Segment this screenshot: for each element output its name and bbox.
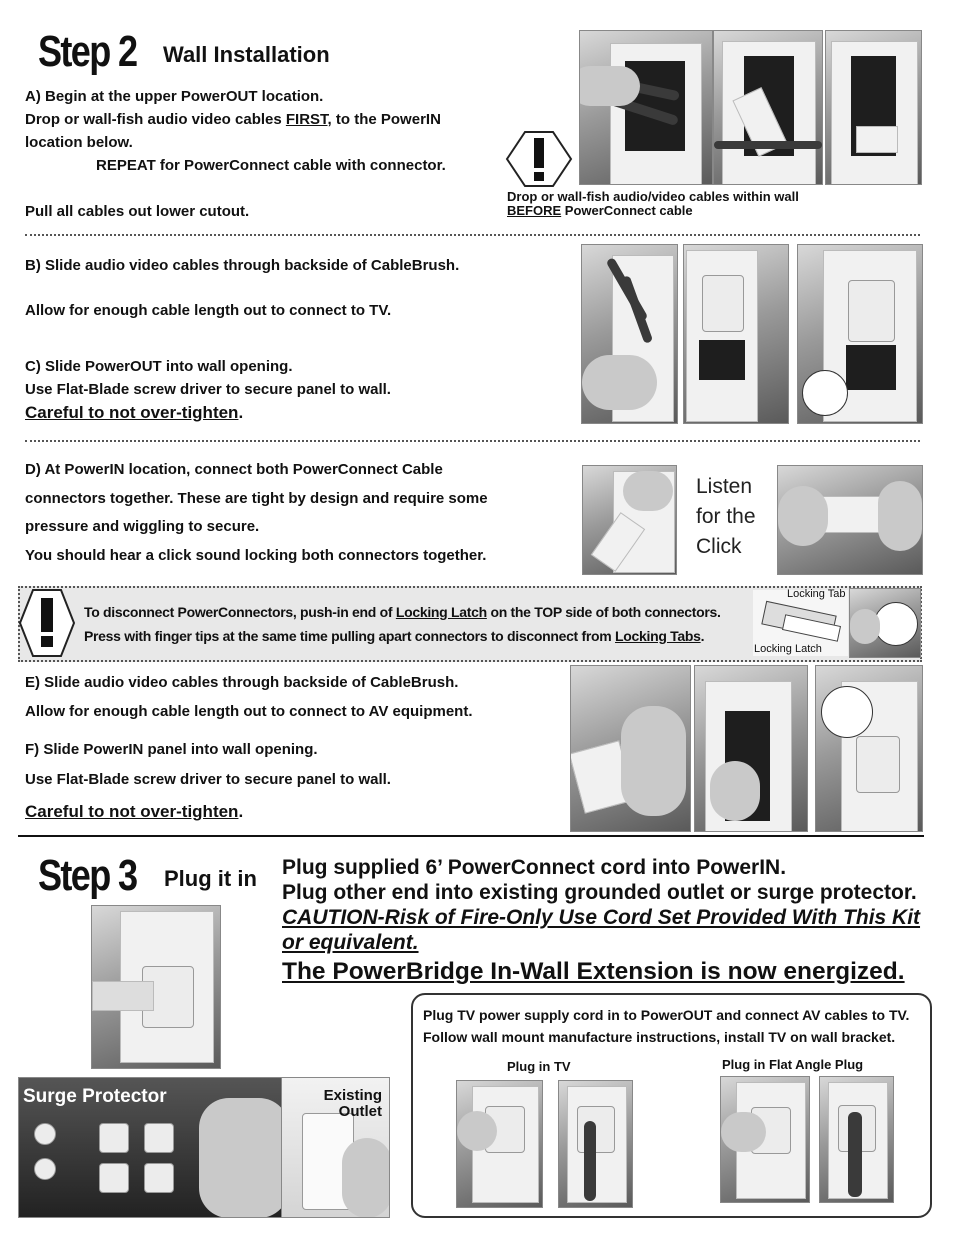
photo-cables-out [825,30,922,185]
listen-for-click-label: Listen for the Click [696,475,756,558]
photo-powerin-connector [570,665,691,832]
photo-plug-tv-2 [558,1080,633,1208]
flat-angle-plug-label: Plug in Flat Angle Plug [722,1057,864,1072]
photo-connectors-click [777,465,923,575]
energized-statement: The PowerBridge In-Wall Extension is now energized. [282,958,905,985]
divider-solid [18,835,924,837]
step2-subtitle: Wall Installation [163,42,330,67]
photo-cables-drop [579,30,713,185]
section-c-text: C) Slide PowerOUT into wall opening. Use Flat-Blade screw driver to secure panel to wall. Careful to not over-tighten. [25,358,391,422]
warning-caption: Drop or wall-fish audio/video cables within wall BEFORE PowerConnect cable [507,189,799,218]
locking-tab-label: Locking Tab [787,588,846,600]
screwdriver-inset-icon [821,686,873,738]
photo-plug-tv-1 [456,1080,543,1208]
photo-plug-powerin [91,905,221,1069]
photo-powerin-screw [815,665,923,832]
step3-subtitle: Plug it in [164,866,257,891]
warning-icon [18,588,76,658]
photo-powerin-cablebrush [694,665,808,832]
screwdriver-inset-icon [802,370,848,416]
photo-cablebrush-slide [581,244,678,424]
step3-instructions: Plug supplied 6’ PowerConnect cord into PowerIN. Plug other end into existing grounded outlet or surge protector. CAUTION-Risk of Fire-Only Use Cord Set Provided With This Kit or equivalent. [282,856,921,954]
section-a-text: A) Begin at the upper PowerOUT location. Drop or wall-fish audio video cables FIRST, to the PowerIN location below. REPEAT for PowerConnect cable with connector. Pull all cables out lower cutout. [25,88,446,220]
photo-connector-drop [713,30,823,185]
divider-dotted [25,440,920,442]
divider-dotted [25,234,920,236]
photo-flat-plug-2 [819,1076,894,1203]
section-d-text: D) At PowerIN location, connect both PowerConnect Cable connectors together. These are tight by design and require some pressure and wiggling to secure. You should hear a click sound locking both connectors together. [25,461,488,564]
plug-in-tv-label: Plug in TV [507,1059,571,1074]
disconnect-instructions: To disconnect PowerConnectors, push-in end of Locking Latch on the TOP side of both connectors. Press with finger tips at the same time pulling apart connectors to disconnect from Locking Tabs. [84,604,721,644]
tv-instructions: Plug TV power supply cord in to PowerOUT and connect AV cables to TV. Follow wall mount manufacture instructions, install TV on wall bracket. [423,1007,910,1045]
step3-title: Step 3 [38,851,137,900]
photo-flat-plug-1 [720,1076,810,1203]
warning-icon [505,130,573,188]
photo-powerout-screw [797,244,923,424]
section-f-text: F) Slide PowerIN panel into wall opening. Use Flat-Blade screw driver to secure panel to wall. Careful to not over-tighten. [25,741,391,821]
surge-protector-label: Surge Protector [23,1086,167,1107]
photo-powerout-plate [683,244,789,424]
existing-outlet-label: Existing Outlet [323,1087,382,1120]
photo-disconnect [849,588,921,658]
section-b-text: B) Slide audio video cables through backside of CableBrush. Allow for enough cable length out to connect to TV. [25,257,460,319]
step2-title: Step 2 [38,27,137,76]
section-e-text: E) Slide audio video cables through backside of CableBrush. Allow for enough cable length out to connect to AV equipment. [25,674,473,720]
locking-latch-label: Locking Latch [754,643,822,655]
photo-connectors-join [582,465,677,575]
